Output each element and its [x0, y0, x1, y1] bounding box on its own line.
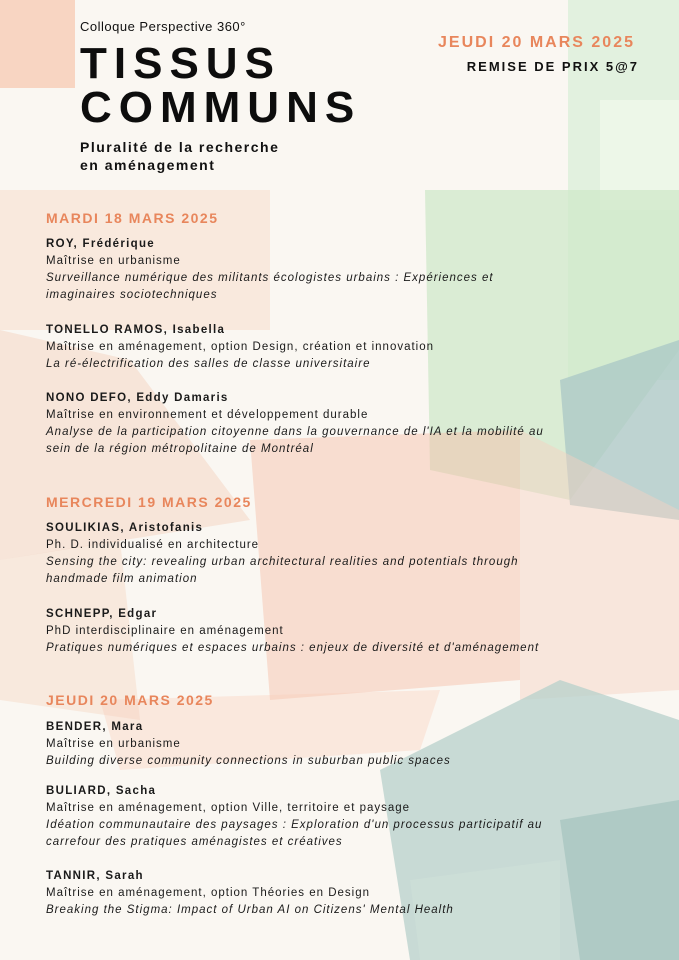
presenter-name: BULIARD, Sacha — [46, 785, 157, 797]
presenter-topic: Idéation communautaire des paysages : Exploration d'un processus participatif au — [46, 819, 543, 831]
presenter-topic: Sensing the city: revealing urban architectural realities and potentials through — [46, 556, 519, 568]
day-heading-1: MARDI 18 MARS 2025 — [46, 210, 219, 226]
presenter-program: Maîtrise en urbanisme — [46, 255, 181, 267]
presenter-name: TANNIR, Sarah — [46, 870, 144, 882]
presenter-program: Maîtrise en aménagement, option Ville, territoire et paysage — [46, 802, 411, 814]
presenter-name: BENDER, Mara — [46, 721, 144, 733]
poster-subtitle — [80, 138, 279, 174]
subtitle-line-2: en aménagement — [80, 157, 216, 173]
colloquium-series: Colloque Perspective 360° — [80, 19, 246, 34]
presenter-topic: Surveillance numérique des militants écologistes urbains : Expériences et — [46, 272, 494, 284]
subtitle-line-1: Pluralité de la recherche — [80, 139, 280, 155]
poster-title — [80, 39, 362, 132]
presenter-program: Maîtrise en environnement et développement durable — [46, 409, 369, 421]
presenter-program: Ph. D. individualisé en architecture — [46, 539, 260, 551]
presenter-topic-cont: carrefour des pratiques aménagistes et créatives — [46, 836, 343, 848]
title-line-2: COMMUNS — [80, 83, 362, 132]
presenter-program: PhD interdisciplinaire en aménagement — [46, 625, 284, 637]
presenter-program: Maîtrise en aménagement, option Théories en Design — [46, 887, 371, 899]
presenter-entry — [46, 868, 646, 919]
presenter-program: Maîtrise en aménagement, option Design, création et innovation — [46, 341, 435, 353]
day-heading-2: MERCREDI 19 MARS 2025 — [46, 494, 252, 510]
presenter-topic-cont: sein de la région métropolitaine de Montréal — [46, 443, 314, 455]
presenter-entry — [46, 783, 646, 851]
day-heading-3: JEUDI 20 MARS 2025 — [46, 692, 214, 708]
presenter-entry — [46, 606, 646, 657]
presenter-topic: La ré-électrification des salles de classe universitaire — [46, 358, 371, 370]
presenter-name: NONO DEFO, Eddy Damaris — [46, 392, 229, 404]
award-note: REMISE DE PRIX 5@7 — [466, 59, 639, 74]
presenter-topic-cont: imaginaires sociotechniques — [46, 289, 218, 301]
title-line-1: TISSUS — [80, 39, 281, 88]
presenter-entry — [46, 719, 646, 770]
presenter-entry — [46, 390, 646, 458]
presenter-program: Maîtrise en urbanisme — [46, 738, 181, 750]
presenter-topic: Breaking the Stigma: Impact of Urban AI on Citizens' Mental Health — [46, 904, 454, 916]
presenter-entry — [46, 520, 646, 588]
presenter-topic: Analyse de la participation citoyenne dans la gouvernance de l'IA et la mobilité au — [46, 426, 544, 438]
presenter-name: TONELLO RAMOS, Isabella — [46, 324, 226, 336]
presenter-name: SCHNEPP, Edgar — [46, 608, 158, 620]
presenter-name: SOULIKIAS, Aristofanis — [46, 522, 204, 534]
presenter-entry — [46, 236, 646, 304]
presenter-topic: Pratiques numériques et espaces urbains : enjeux de diversité et d'aménagement — [46, 642, 540, 654]
presenter-entry — [46, 322, 646, 373]
presenter-name: ROY, Frédérique — [46, 238, 155, 250]
presenter-topic: Building diverse community connections in suburban public spaces — [46, 755, 451, 767]
award-date: JEUDI 20 MARS 2025 — [438, 34, 635, 51]
presenter-topic-cont: handmade film animation — [46, 573, 198, 585]
